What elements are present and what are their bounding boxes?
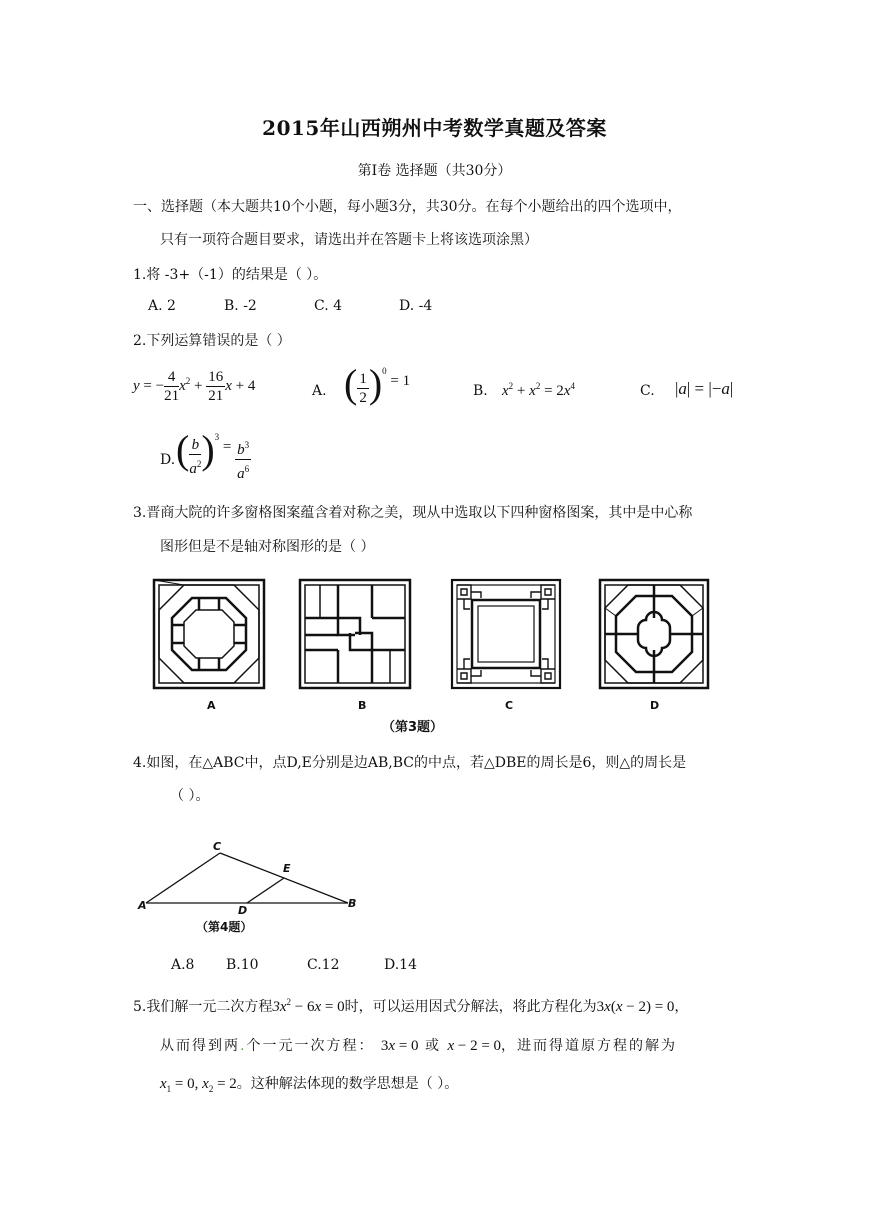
q3-figure-label-b: B bbox=[358, 699, 367, 712]
q5-solutions: $x_1 = 0$, $x_2 = 2$ bbox=[160, 1076, 237, 1094]
window-pattern-a bbox=[154, 580, 264, 688]
q4-caption: （第4题） bbox=[196, 920, 253, 934]
q2-stem: 2.下列运算错误的是（ ） bbox=[133, 333, 291, 349]
q4-point-b: B bbox=[348, 897, 357, 910]
q4-point-d: D bbox=[238, 904, 248, 917]
q5-line2-or: 或 bbox=[425, 1038, 441, 1054]
q2-label-b: B. bbox=[473, 383, 488, 399]
section-subtitle: 第Ⅰ卷 选择题（共30分） bbox=[357, 163, 512, 179]
q2-label-c: C. bbox=[640, 383, 655, 399]
q4-option-b: B.10 bbox=[226, 957, 259, 973]
q4-point-a: A bbox=[138, 899, 147, 912]
q1-option-b: B. -2 bbox=[224, 298, 257, 314]
q5-line2-phrase: 个一元一次方程： bbox=[246, 1038, 375, 1054]
window-pattern-d bbox=[600, 580, 708, 688]
q2-option-a-formula: ( $\frac{1}{2}$ )$^0$ = 1 bbox=[344, 361, 411, 406]
q1-option-d: D. -4 bbox=[399, 298, 433, 314]
q5-linear-eq-2: x − 2 = 0 bbox=[447, 1038, 502, 1054]
q4-triangle-figure bbox=[130, 835, 370, 915]
q4-point-c: C bbox=[213, 840, 222, 853]
q4-segment-de bbox=[247, 878, 284, 903]
q2-option-c-formula: |a| = |−a| bbox=[675, 379, 734, 398]
q5-line1-lead: 5.我们解一元二次方程 bbox=[133, 999, 273, 1015]
q2-function-formula: y = − $\frac{4}{21}$ $x^2$ + $\frac{16}{21}$ x + 4 bbox=[133, 369, 256, 404]
q1-option-c: C. 4 bbox=[314, 298, 343, 314]
q5-linear-eq-1: 3x = 0 bbox=[380, 1038, 419, 1054]
q5-line2-tail: ，进而得道原方程的解为 bbox=[501, 1038, 678, 1054]
q5-equation: $3x^2 - 6x = 0$ bbox=[272, 997, 345, 1015]
q3-figure-label-d: D bbox=[650, 699, 660, 712]
q1-option-a: A. 2 bbox=[148, 298, 176, 314]
q2-label-d: D. bbox=[160, 452, 176, 468]
q3-stem-line2: 图形但是不是轴对称图形的是（ ） bbox=[160, 539, 375, 555]
q3-stem-line1: 3.晋商大院的许多窗格图案蕴含着对称之美，现从中选取以下四种窗格图案，其中是中心称 bbox=[133, 505, 693, 521]
q2-option-d-formula: ( $\frac{b}{a^2}$ )$^3$ = $\frac{b^3}{a^6}$ bbox=[176, 427, 250, 482]
q3-caption: （第3题） bbox=[382, 720, 444, 735]
q4-stem-line2: （ ）。 bbox=[170, 788, 210, 804]
q3-figure-label-c: C bbox=[505, 699, 514, 712]
q5-line1-middle: 时，可以运用因式分解法，将此方程化为 bbox=[344, 999, 597, 1015]
q2-label-a: A. bbox=[312, 383, 327, 399]
section-intro-line1: 一、选择题（本大题共10个小题，每小题3分，共30分。在每个小题给出的四个选项中， bbox=[133, 199, 682, 215]
q4-side-ac bbox=[146, 853, 220, 903]
q5-line2-lead: 从而得到两 bbox=[160, 1038, 240, 1054]
q4-point-e: E bbox=[283, 862, 291, 875]
q3-figure-label-a: A bbox=[207, 699, 216, 712]
page-title: 2015年山西朔州中考数学真题及答案 bbox=[262, 116, 607, 140]
q4-stem-line1: 4.如图，在△ABC中，点D,E分别是边AB,BC的中点，若△DBE的周长是6，则△的周长是 bbox=[133, 755, 687, 771]
q3-window-figures bbox=[140, 570, 720, 740]
q5-line1: 5.我们解一元二次方程$3x^2 - 6x = 0$时，可以运用因式分解法，将此方程化为3x(x − 2) = 0， bbox=[133, 997, 689, 1015]
q5-line3 bbox=[160, 1073, 458, 1094]
q5-line3-tail: 。这种解法体现的数学思想是（ ）。 bbox=[236, 1076, 459, 1092]
q2-option-b-formula: $x^2 + x^2 = 2x^4$ bbox=[502, 381, 575, 399]
q4-option-a: A.8 bbox=[171, 957, 195, 973]
section-intro-line2: 只有一项符合题目要求，请选出并在答题卡上将该选项涂黑） bbox=[160, 232, 538, 248]
q1-stem: 1.将 -3+（-1）的结果是（ ）。 bbox=[133, 267, 328, 283]
window-pattern-c bbox=[452, 580, 560, 688]
q5-factored-form: 3x(x − 2) = 0 bbox=[596, 999, 675, 1015]
q5-line2: 从而得到两.个一元一次方程： 3x = 0 或 x − 2 = 0，进而得道原方程的解为 bbox=[160, 1038, 678, 1054]
q4-option-d: D.14 bbox=[384, 957, 417, 973]
q4-option-c: C.12 bbox=[307, 957, 340, 973]
window-pattern-b bbox=[300, 580, 410, 688]
